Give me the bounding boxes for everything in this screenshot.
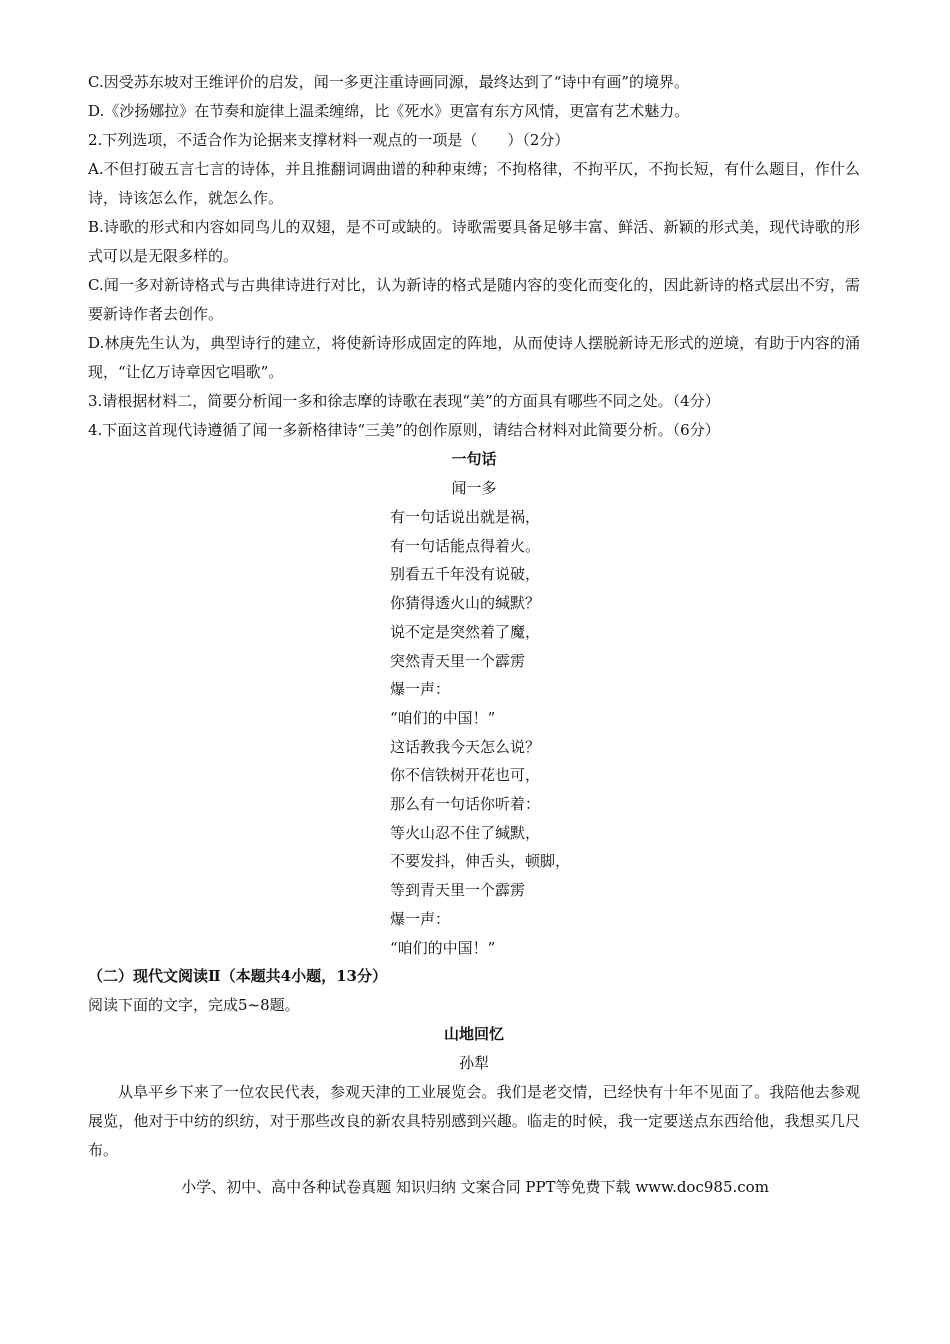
poem-line: 你不信铁树开花也可，: [390, 766, 541, 785]
article-paragraph: 从阜平乡下来了一位农民代表，参观天津的工业展览会。我们是老交情，已经快有十年不见面了。我陪他去参观展览，他对于中纺的织纺，对于那些改良的新农具特别感到兴趣。临走的时候，我一定要送点东西给他，我想买几尺布。: [88, 1083, 860, 1160]
option-d-prev: D.《沙扬娜拉》在节奏和旋律上温柔缠绵，比《死水》更富有东方风情，更富有艺术魅力。: [88, 102, 690, 120]
question-2-option-a: A.不但打破五言七言的诗体，并且推翻词调曲谱的种种束缚；不拘格律，不拘平仄，不拘长短，有什么题目，作什么诗，诗该怎么作，就怎么作。: [88, 160, 860, 207]
poem-line: “咱们的中国！”: [390, 938, 496, 957]
article-title: 山地回忆: [443, 1025, 504, 1044]
poem-title: 一句话: [451, 450, 497, 468]
question-2-option-c: C.闻一多对新诗格式与古典律诗进行对比，认为新诗的格式是随内容的变化而变化的，因此新诗的格式层出不穷，需要新诗作者去创作。: [88, 276, 860, 323]
poem-line: 你猜得透火山的缄默？: [390, 594, 541, 613]
page-footer: 小学、初中、高中各种试卷真题 知识归纳 文案合同 PPT等免费下载 www.doc985.com: [181, 1178, 769, 1196]
poem-line: 说不定是突然着了魔，: [390, 622, 541, 641]
question-4: 4.下面这首现代诗遵循了闻一多新格律诗“三美”的创作原则，请结合材料对此简要分析。（6分）: [88, 421, 720, 439]
option-c-prev: C.因受苏东坡对王维评价的启发，闻一多更注重诗画同源，最终达到了“诗中有画”的境界。: [88, 73, 690, 91]
poem-line: 有一句话能点得着火。: [390, 536, 541, 555]
section-heading: （二）现代文阅读Ⅱ（本题共4小题，13分）: [88, 967, 387, 986]
article-author: 孙犁: [458, 1054, 489, 1073]
poem-line: 那么有一句话你听着：: [390, 795, 541, 814]
section-instruction: 阅读下面的文字，完成5~8题。: [88, 996, 300, 1015]
poem-line: “咱们的中国！”: [390, 708, 496, 727]
poem-line: 突然青天里一个霹雳: [390, 651, 526, 670]
question-2-stem: 2.下列选项，不适合作为论据来支撑材料一观点的一项是（ ）（2分）: [88, 131, 570, 149]
question-3: 3.请根据材料二，简要分析闻一多和徐志摩的诗歌在表现“美”的方面具有哪些不同之处。（4分）: [88, 392, 720, 410]
question-2-option-d: D.林庚先生认为，典型诗行的建立，将使新诗形成固定的阵地，从而使诗人摆脱新诗无形式的逆境，有助于内容的涌现，“让亿万诗章因它唱歌”。: [88, 334, 860, 381]
poem-author: 闻一多: [451, 479, 497, 497]
poem-line: 等火山忍不住了缄默，: [390, 823, 541, 842]
poem-line: 爆一声：: [390, 680, 451, 699]
poem-line: 别看五千年没有说破，: [390, 565, 541, 584]
poem-line: 这话教我今天怎么说？: [390, 737, 541, 756]
poem-line: 有一句话说出就是祸，: [390, 508, 541, 526]
poem-line: 等到青天里一个霹雳: [390, 881, 526, 900]
document-page: [88, 68, 860, 1165]
poem-line: 爆一声：: [390, 909, 451, 928]
poem-line: 不要发抖，伸舌头，顿脚，: [390, 852, 571, 871]
poem-body: [390, 503, 860, 962]
question-2-option-b: B.诗歌的形式和内容如同鸟儿的双翅，是不可或缺的。诗歌需要具备足够丰富、鲜活、新颖的形式美，现代诗歌的形式可以是无限多样的。: [88, 218, 860, 265]
